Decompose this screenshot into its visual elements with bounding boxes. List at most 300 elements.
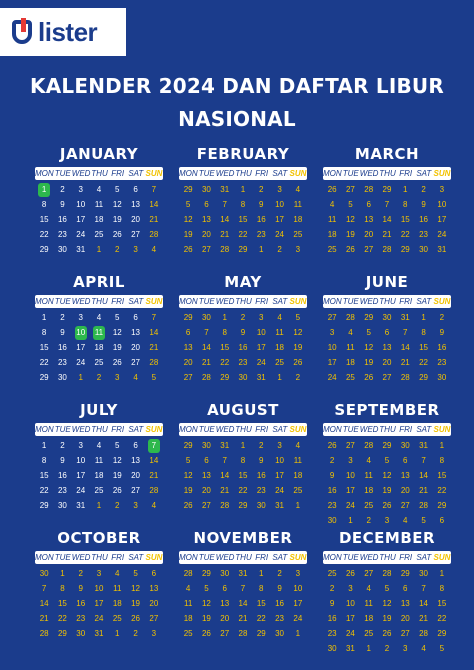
day-cell: 1 [115,629,120,638]
weekday-header [35,423,163,436]
day-cell: 29 [220,373,230,382]
day-cell: 22 [437,614,447,623]
day-cell: 29 [238,245,248,254]
day-cell: 3 [78,441,83,450]
weekday-mon: MON [179,297,198,306]
day-cell: 20 [400,614,410,623]
day-cell: 20 [201,230,211,239]
day-cell: 7 [222,456,227,465]
day-cell: 4 [366,584,371,593]
day-cell: 31 [220,441,230,450]
weekday-header [323,295,451,308]
day-cell: 5 [366,328,371,337]
day-cell: 5 [421,516,426,525]
month-november [179,527,307,645]
day-cell: 3 [115,373,120,382]
day-cell: 14 [220,471,230,480]
day-cell: 19 [293,343,303,352]
day-cell: 12 [364,343,374,352]
month-february [179,143,307,261]
day-cell: 4 [151,501,157,510]
day-cell: 2 [259,185,264,194]
day-cell: 14 [382,215,392,224]
weekday-tue: TUE [54,553,71,562]
day-cell: 19 [382,486,392,495]
day-cell: 8 [41,200,47,209]
day-cell: 19 [112,343,122,352]
weekday-sun: SUN [433,169,451,178]
day-cell: 7 [384,200,390,209]
weekday-sat: SAT [128,297,144,306]
day-cell: 28 [201,373,211,382]
day-cell: 31 [238,569,248,578]
day-cell: 3 [133,501,138,510]
day-cell: 5 [133,569,138,578]
day-cell: 30 [256,501,266,510]
day-cell: 30 [419,245,429,254]
day-cell: 8 [222,328,227,337]
day-cell: 30 [76,629,86,638]
weekday-fri: FRI [255,553,269,562]
weekday-thu: THU [379,553,396,562]
weekday-thu: THU [91,297,108,306]
day-cell: 20 [131,215,141,224]
day-cell: 3 [277,185,282,194]
calendar-grid [35,143,451,653]
day-cell: 24 [327,373,337,382]
day-cell: 11 [293,456,302,465]
day-cell: 27 [400,501,410,510]
day-cell: 18 [327,230,337,239]
day-cell: 5 [115,313,120,322]
weekday-header [179,423,307,436]
day-cell: 13 [131,200,141,209]
weekday-tue: TUE [342,553,359,562]
day-cell: 19 [201,614,211,623]
day-cell: 6 [185,328,191,337]
day-cell: 1 [259,569,264,578]
month-name: APRIL [73,273,125,291]
weekday-mon: MON [323,169,342,178]
weekday-sun: SUN [433,297,451,306]
weekday-sun: SUN [433,553,451,562]
month-name: DECEMBER [338,529,436,547]
day-cell: 31 [76,501,86,510]
day-cell: 30 [201,313,211,322]
day-cell: 3 [78,185,83,194]
day-cell: 2 [60,441,65,450]
day-cell: 10 [76,456,86,465]
day-cell: 27 [183,373,193,382]
month-name: MAY [224,273,262,291]
day-cell: 23 [327,501,337,510]
day-cell: 2 [384,644,390,653]
day-cell: 28 [220,245,230,254]
day-cell: 13 [382,343,392,352]
weekday-mon: MON [35,169,54,178]
weekday-tue: TUE [342,297,359,306]
day-cell: 23 [419,230,429,239]
weekday-tue: TUE [198,553,215,562]
day-cell: 1 [60,569,65,578]
day-cell: 13 [131,456,141,465]
weekday-sat: SAT [416,169,432,178]
day-cell: 4 [295,441,301,450]
day-cell: 13 [220,599,230,608]
day-cell: 15 [256,599,266,608]
day-cell: 3 [329,328,335,337]
weekday-wed: WED [215,169,235,178]
day-cell: 26 [345,569,355,578]
day-cell: 2 [329,456,335,465]
weekday-thu: THU [379,169,396,178]
days-grid [35,567,163,641]
day-cell: 30 [238,373,248,382]
day-cell: 1 [96,245,102,254]
day-cell: 19 [112,471,122,480]
day-cell: 20 [183,358,193,367]
day-cell: 26 [112,486,122,495]
month-october [35,527,163,645]
day-cell: 21 [149,215,159,224]
day-cell: 7 [421,456,426,465]
day-cell: 17 [293,599,303,608]
day-cell: 25 [112,614,122,623]
day-cell: 8 [439,456,445,465]
day-cell: 1 [41,313,47,322]
day-cell: 2 [366,516,371,525]
day-cell: 7 [151,313,157,322]
day-cell: 15 [437,599,447,608]
day-cell: 2 [60,313,65,322]
day-cell: 4 [115,569,120,578]
day-cell: 22 [57,614,67,623]
day-cell: 21 [149,343,159,352]
weekday-fri: FRI [255,297,269,306]
page-title: KALENDER 2024 DAN DAFTAR LIBUR NASIONAL [30,74,444,131]
day-cell: 16 [275,599,285,608]
day-cell: 10 [275,200,285,209]
day-cell: 29 [183,313,193,322]
day-cell: 25 [364,501,374,510]
day-cell: 29 [400,569,410,578]
month-name: SEPTEMBER [334,401,440,419]
day-cell: 30 [327,516,337,525]
day-cell: 24 [345,629,355,638]
day-cell: 26 [293,358,303,367]
day-cell: 30 [400,441,410,450]
day-cell: 4 [277,313,282,322]
day-cell: 1 [295,629,301,638]
weekday-thu: THU [91,553,108,562]
day-cell: 20 [131,343,141,352]
day-cell: 22 [39,486,49,495]
day-cell: 3 [133,245,138,254]
weekday-sun: SUN [145,553,163,562]
day-cell: 25 [327,245,337,254]
weekday-mon: MON [35,553,54,562]
day-cell: 13 [131,328,141,337]
day-cell: 29 [183,441,193,450]
day-cell: 15 [39,343,49,352]
day-cell: 16 [327,614,337,623]
day-cell: 10 [76,200,86,209]
weekday-header [35,551,163,564]
day-cell: 1 [439,441,445,450]
day-cell: 5 [151,373,157,382]
day-cell: 30 [57,373,67,382]
day-cell: 21 [39,614,49,623]
day-cell: 3 [151,629,157,638]
day-cell: 7 [222,200,227,209]
day-cell: 27 [131,358,141,367]
day-cell: 8 [41,328,47,337]
day-cell: 19 [131,599,141,608]
day-cell: 14 [419,471,429,480]
day-cell: 27 [131,486,141,495]
day-cell: 1 [421,313,426,322]
day-cell: 21 [201,358,211,367]
day-cell: 21 [149,471,159,480]
weekday-sun: SUN [433,425,451,434]
day-cell: 28 [39,629,49,638]
weekday-sat: SAT [272,297,288,306]
day-cell: 29 [57,629,67,638]
day-cell: 26 [112,358,122,367]
day-cell: 25 [94,230,104,239]
day-cell: 21 [400,358,410,367]
day-cell: 2 [295,373,301,382]
day-cell: 20 [149,599,159,608]
day-cell: 28 [419,629,429,638]
day-cell: 22 [220,358,230,367]
day-cell: 1 [240,185,246,194]
day-cell: 18 [293,471,303,480]
day-cell: 23 [76,614,86,623]
day-cell: 18 [364,486,374,495]
weekday-header [323,551,451,564]
days-grid [323,567,451,656]
day-cell: 27 [345,441,355,450]
day-cell: 1 [295,501,301,510]
days-grid [35,439,163,513]
weekday-wed: WED [215,425,235,434]
weekday-fri: FRI [399,553,413,562]
day-cell: 5 [384,456,390,465]
day-cell: 8 [240,456,246,465]
day-cell: 31 [345,644,355,653]
weekday-wed: WED [71,425,91,434]
day-cell: 4 [348,328,353,337]
holiday-day-cell: 10 [75,326,87,340]
day-cell: 6 [133,441,138,450]
day-cell: 20 [382,358,392,367]
day-cell: 12 [131,584,141,593]
weekday-sat: SAT [416,425,432,434]
day-cell: 30 [57,245,67,254]
holiday-day-cell: 1 [38,183,50,197]
weekday-header [179,551,307,564]
day-cell: 9 [277,584,282,593]
day-cell: 2 [115,245,120,254]
day-cell: 25 [293,230,303,239]
day-cell: 30 [39,569,49,578]
day-cell: 22 [437,486,447,495]
day-cell: 27 [364,569,374,578]
day-cell: 13 [201,471,211,480]
day-cell: 13 [201,215,211,224]
day-cell: 9 [60,200,65,209]
day-cell: 28 [364,441,374,450]
day-cell: 2 [133,629,138,638]
weekday-tue: TUE [198,169,215,178]
day-cell: 20 [131,471,141,480]
month-name: JANUARY [59,145,139,163]
weekday-header [179,295,307,308]
month-january [35,143,163,261]
day-cell: 31 [400,313,410,322]
day-cell: 28 [183,569,193,578]
month-name: OCTOBER [57,529,141,547]
day-cell: 10 [345,471,355,480]
day-cell: 24 [76,486,86,495]
day-cell: 10 [345,599,355,608]
day-cell: 5 [348,200,353,209]
day-cell: 25 [345,373,355,382]
day-cell: 4 [329,200,335,209]
day-cell: 31 [275,501,285,510]
day-cell: 5 [115,441,120,450]
day-cell: 1 [41,441,47,450]
day-cell: 13 [364,215,374,224]
day-cell: 28 [419,501,429,510]
day-cell: 26 [112,230,122,239]
lister-logo-icon [12,20,32,44]
day-cell: 12 [293,328,303,337]
day-cell: 27 [327,313,337,322]
day-cell: 27 [201,245,211,254]
day-cell: 7 [403,328,408,337]
day-cell: 24 [275,230,285,239]
day-cell: 29 [39,373,49,382]
day-cell: 29 [419,373,429,382]
weekday-sun: SUN [289,169,307,178]
day-cell: 14 [238,599,248,608]
day-cell: 31 [419,441,429,450]
day-cell: 5 [185,456,191,465]
day-cell: 3 [439,185,445,194]
day-cell: 3 [96,569,102,578]
day-cell: 28 [382,569,392,578]
day-cell: 6 [222,584,227,593]
day-cell: 27 [345,185,355,194]
day-cell: 5 [185,200,191,209]
day-cell: 10 [256,328,266,337]
day-cell: 26 [382,629,392,638]
day-cell: 23 [256,486,266,495]
month-name: NOVEMBER [193,529,293,547]
day-cell: 29 [364,313,374,322]
weekday-tue: TUE [342,169,359,178]
day-cell: 18 [275,343,285,352]
day-cell: 16 [437,343,447,352]
day-cell: 27 [382,373,392,382]
day-cell: 28 [149,230,159,239]
day-cell: 1 [240,441,246,450]
day-cell: 14 [149,328,159,337]
weekday-tue: TUE [54,425,71,434]
days-grid [35,311,163,385]
day-cell: 9 [259,200,264,209]
day-cell: 22 [238,230,248,239]
day-cell: 13 [149,584,159,593]
day-cell: 20 [201,486,211,495]
day-cell: 22 [238,486,248,495]
weekday-tue: TUE [54,169,71,178]
month-name: JULY [80,401,118,419]
day-cell: 4 [295,185,301,194]
day-cell: 16 [419,215,429,224]
day-cell: 12 [201,599,211,608]
day-cell: 1 [222,313,227,322]
weekday-mon: MON [323,297,342,306]
day-cell: 10 [327,343,337,352]
day-cell: 22 [39,230,49,239]
day-cell: 24 [256,358,266,367]
day-cell: 15 [57,599,67,608]
day-cell: 1 [78,373,83,382]
weekday-sun: SUN [289,425,307,434]
day-cell: 8 [60,584,65,593]
days-grid [179,183,307,257]
day-cell: 29 [437,501,447,510]
weekday-fri: FRI [111,553,125,562]
weekday-wed: WED [359,425,379,434]
day-cell: 23 [57,358,67,367]
day-cell: 26 [201,629,211,638]
day-cell: 30 [57,501,67,510]
day-cell: 4 [366,456,371,465]
day-cell: 21 [419,614,429,623]
day-cell: 24 [275,486,285,495]
weekday-thu: THU [235,553,252,562]
day-cell: 18 [364,614,374,623]
day-cell: 27 [400,629,410,638]
day-cell: 19 [183,486,193,495]
day-cell: 2 [115,501,120,510]
day-cell: 18 [345,358,355,367]
day-cell: 10 [293,584,303,593]
day-cell: 9 [60,456,65,465]
day-cell: 1 [348,516,353,525]
day-cell: 26 [364,373,374,382]
day-cell: 6 [403,456,408,465]
day-cell: 12 [382,471,392,480]
day-cell: 7 [240,584,246,593]
day-cell: 22 [419,358,429,367]
weekday-fri: FRI [111,169,125,178]
day-cell: 26 [131,614,141,623]
weekday-mon: MON [35,425,54,434]
weekday-fri: FRI [399,425,413,434]
day-cell: 3 [277,441,282,450]
month-september [323,399,451,525]
day-cell: 25 [364,629,374,638]
weekday-header [35,167,163,180]
day-cell: 15 [39,215,49,224]
day-cell: 31 [76,245,86,254]
weekday-header [323,423,451,436]
